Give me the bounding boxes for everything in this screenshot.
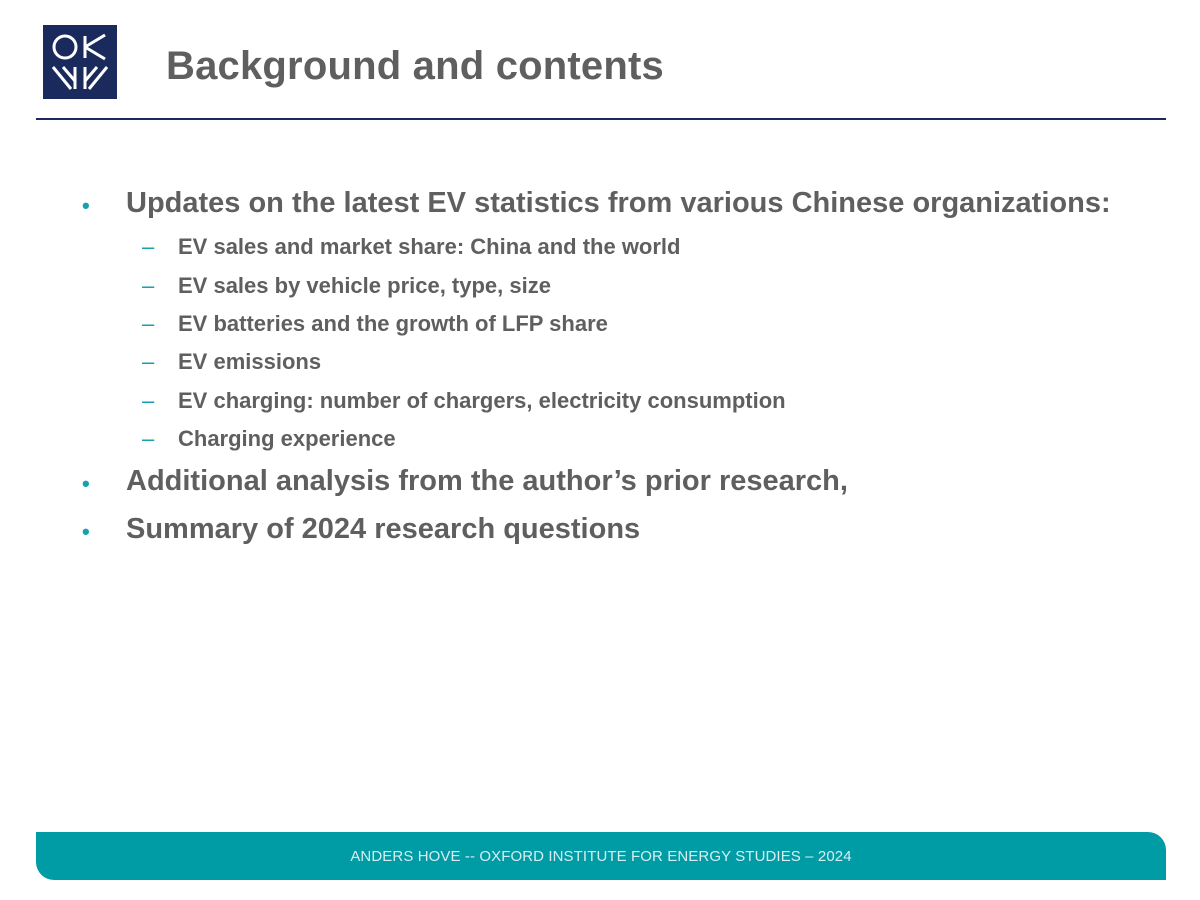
dash-icon: – — [142, 234, 155, 259]
footer-text: ANDERS HOVE -- OXFORD INSTITUTE FOR ENERGY STUDIES – 2024 — [350, 847, 852, 865]
dash-icon: – — [142, 388, 155, 413]
dash-icon: – — [142, 349, 155, 374]
logo — [43, 25, 117, 99]
sub-list-item: EV charging: number of chargers, electricity consumption — [178, 388, 786, 413]
bullet-icon: • — [82, 519, 90, 544]
bullet-icon: • — [82, 471, 90, 496]
dash-icon: – — [142, 273, 155, 298]
list-item: Updates on the latest EV statistics from various Chinese organizations: — [126, 187, 1111, 219]
sub-list-item: Charging experience — [178, 426, 396, 451]
oies-logo-icon — [43, 25, 117, 99]
sub-list-item: EV batteries and the growth of LFP share — [178, 311, 608, 336]
page-title: Background and contents — [166, 44, 664, 88]
sub-list-item: EV emissions — [178, 349, 322, 374]
sub-list-item: EV sales by vehicle price, type, size — [178, 273, 551, 298]
footer-bar — [36, 832, 1166, 880]
sub-list-item: EV sales and market share: China and the world — [178, 234, 681, 259]
list-item: Additional analysis from the author’s prior research, — [126, 465, 848, 497]
title-divider — [36, 118, 1166, 120]
dash-icon: – — [142, 311, 155, 336]
dash-icon: – — [142, 426, 155, 451]
list-item: Summary of 2024 research questions — [126, 513, 641, 545]
bullet-icon: • — [82, 193, 90, 218]
